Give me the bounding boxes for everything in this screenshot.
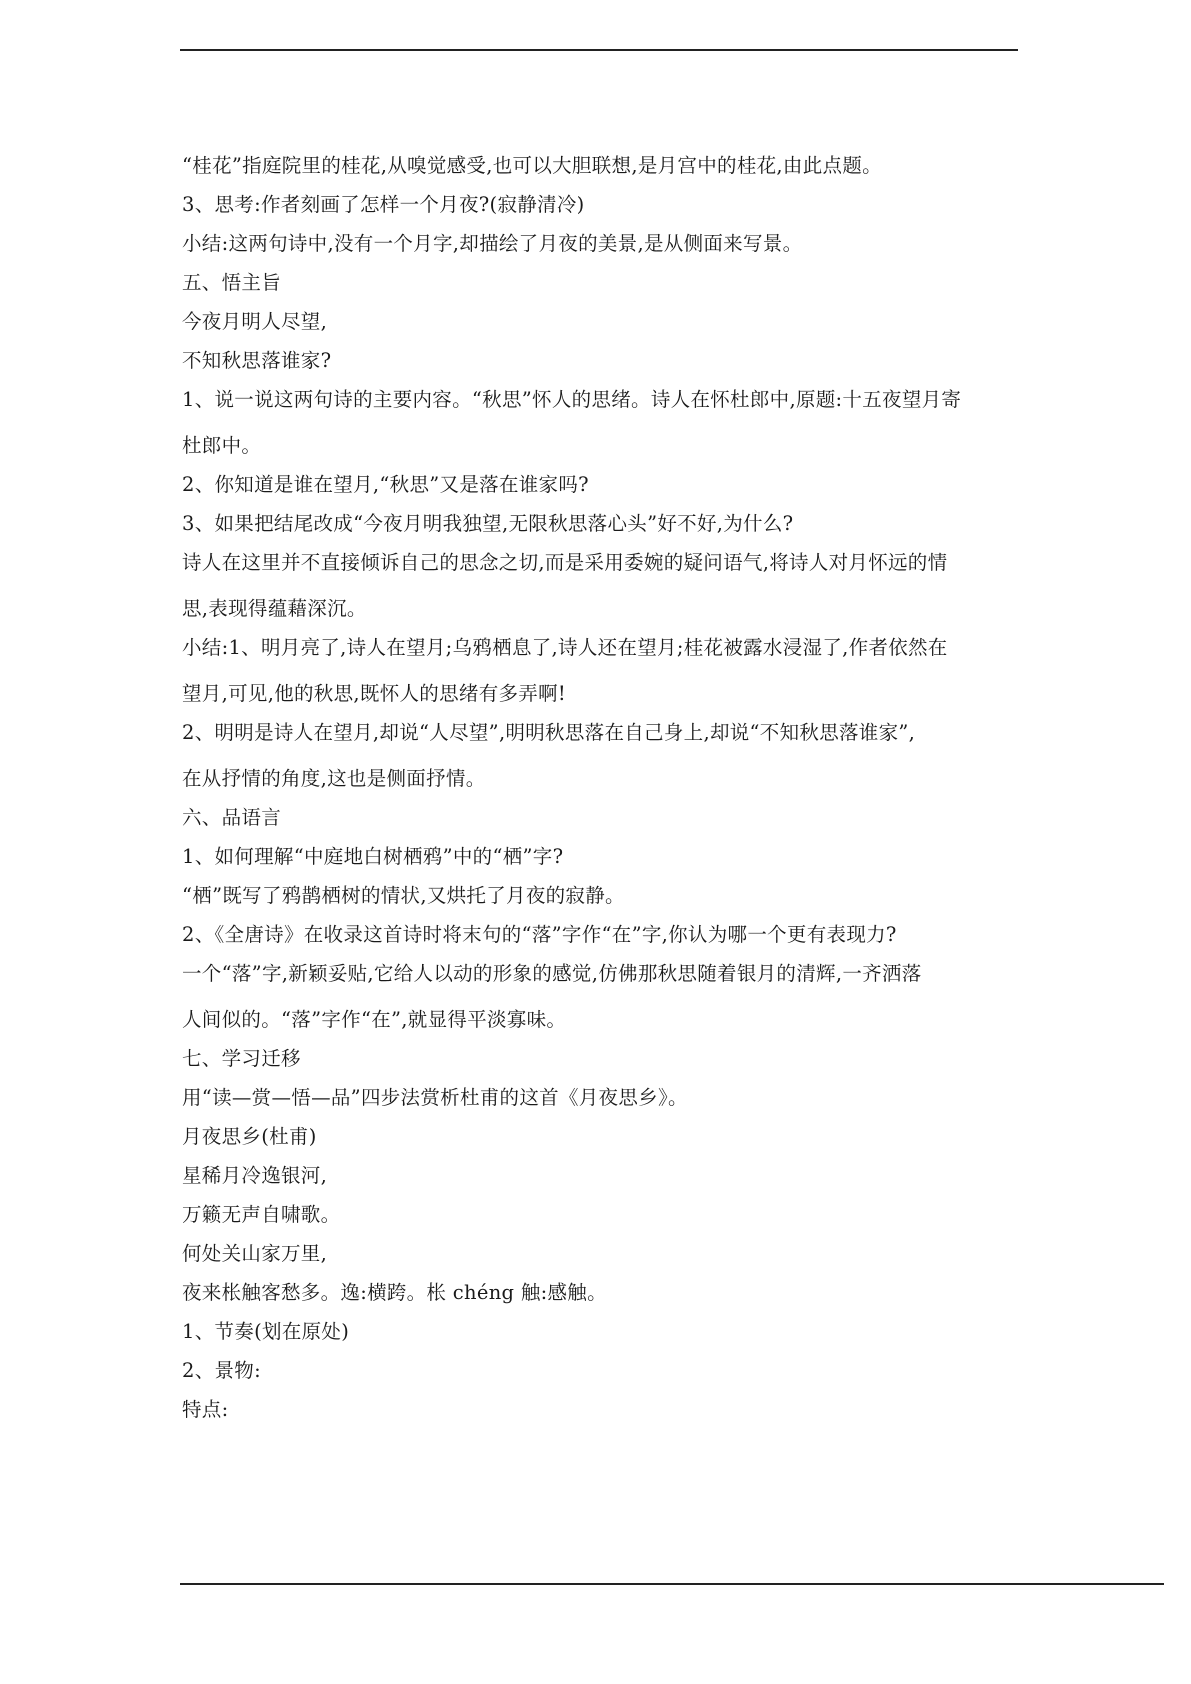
paragraph-line: 诗人在这里并不直接倾诉自己的思念之切,而是采用委婉的疑问语气,将诗人对月怀远的情 <box>182 551 948 574</box>
poem-title: 月夜思乡(杜甫) <box>182 1125 317 1148</box>
poem-line: 不知秋思落谁家? <box>182 349 332 372</box>
footer-rule <box>180 1583 1164 1585</box>
section-heading: 六、品语言 <box>182 806 282 829</box>
poem-line: 星稀月冷逸银河, <box>182 1164 328 1187</box>
poem-line: 今夜月明人尽望, <box>182 310 328 333</box>
paragraph-line: 2、《全唐诗》在收录这首诗时将末句的“落”字作“在”字,你认为哪一个更有表现力? <box>182 923 897 946</box>
paragraph-line: 2、景物: <box>182 1359 261 1382</box>
header-rule <box>180 49 1018 51</box>
paragraph-line: 1、说一说这两句诗的主要内容。“秋思”怀人的思绪。诗人在怀杜郎中,原题:十五夜望月寄 <box>182 388 962 411</box>
paragraph-line: 用“读—赏—悟—品”四步法赏析杜甫的这首《月夜思乡》。 <box>182 1086 688 1109</box>
section-heading: 七、学习迁移 <box>182 1047 301 1070</box>
paragraph-line: 思,表现得蕴藉深沉。 <box>182 597 367 620</box>
paragraph-line: 小结:1、明月亮了,诗人在望月;乌鸦栖息了,诗人还在望月;桂花被露水浸湿了,作者依然在 <box>182 636 948 659</box>
paragraph-line: “栖”既写了鸦鹊栖树的情状,又烘托了月夜的寂静。 <box>182 884 625 907</box>
paragraph-line: “桂花”指庭院里的桂花,从嗅觉感受,也可以大胆联想,是月宫中的桂花,由此点题。 <box>182 154 882 177</box>
paragraph-line: 1、如何理解“中庭地白树栖鸦”中的“栖”字? <box>182 845 564 868</box>
poem-line: 何处关山家万里, <box>182 1242 328 1265</box>
paragraph-line: 1、节奏(划在原处) <box>182 1320 350 1343</box>
paragraph-line: 3、如果把结尾改成“今夜月明我独望,无限秋思落心头”好不好,为什么? <box>182 512 794 535</box>
section-heading: 五、悟主旨 <box>182 271 282 294</box>
paragraph-line: 特点: <box>182 1398 229 1421</box>
paragraph-line: 一个“落”字,新颖妥贴,它给人以动的形象的感觉,仿佛那秋思随着银月的清辉,一齐洒落 <box>182 962 922 985</box>
paragraph-line: 2、你知道是谁在望月,“秋思”又是落在谁家吗? <box>182 473 589 496</box>
paragraph-line: 杜郎中。 <box>182 434 262 457</box>
paragraph-line: 在从抒情的角度,这也是侧面抒情。 <box>182 767 486 790</box>
paragraph-line: 3、思考:作者刻画了怎样一个月夜?(寂静清冷) <box>182 193 585 216</box>
poem-line: 万籁无声自啸歌。 <box>182 1203 341 1226</box>
paragraph-line: 人间似的。“落”字作“在”,就显得平淡寡味。 <box>182 1008 567 1031</box>
paragraph-line: 2、明明是诗人在望月,却说“人尽望”,明明秋思落在自己身上,却说“不知秋思落谁家”, <box>182 721 916 744</box>
poem-line: 夜来枨触客愁多。逸:横跨。枨 chéng 触:感触。 <box>182 1281 607 1304</box>
paragraph-line: 望月,可见,他的秋思,既怀人的思绪有多弄啊! <box>182 682 567 705</box>
paragraph-line: 小结:这两句诗中,没有一个月字,却描绘了月夜的美景,是从侧面来写景。 <box>182 232 803 255</box>
